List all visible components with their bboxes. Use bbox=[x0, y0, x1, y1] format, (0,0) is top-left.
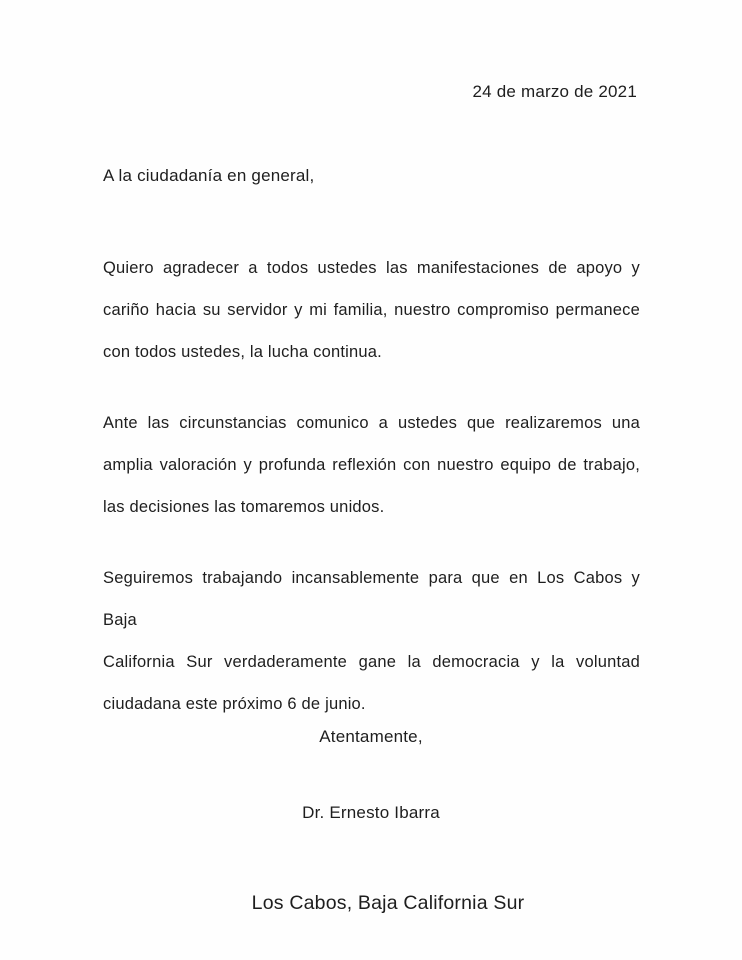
letter-paragraph bbox=[103, 402, 640, 528]
paragraph-line: las decisiones las tomaremos unidos. bbox=[103, 498, 385, 516]
paragraph-line: ciudadana este próximo 6 de junio. bbox=[103, 695, 366, 713]
letter-salutation: A la ciudadanía en general, bbox=[103, 166, 315, 185]
paragraph-line: Ante las circunstancias comunico a ustedes que realizaremos una bbox=[103, 414, 640, 432]
paragraph-line: Quiero agradecer a todos ustedes las manifestaciones de apoyo y bbox=[103, 259, 640, 277]
letter-body bbox=[103, 247, 640, 754]
letter-date: 24 de marzo de 2021 bbox=[472, 82, 637, 101]
letter-paragraph bbox=[103, 557, 640, 725]
paragraph-line: Seguiremos trabajando incansablemente para que en Los Cabos y Baja bbox=[103, 569, 640, 629]
letter-closing: Atentamente, bbox=[319, 727, 423, 746]
paragraph-line: cariño hacia su servidor y mi familia, nuestro compromiso permanece bbox=[103, 301, 640, 319]
paragraph-line: con todos ustedes, la lucha continua. bbox=[103, 343, 382, 361]
letter-signature: Dr. Ernesto Ibarra bbox=[302, 803, 440, 822]
paragraph-line: amplia valoración y profunda reflexión con nuestro equipo de trabajo, bbox=[103, 456, 640, 474]
letter-paragraph bbox=[103, 247, 640, 373]
letter-location: Los Cabos, Baja California Sur bbox=[251, 892, 525, 914]
paragraph-line: California Sur verdaderamente gane la democracia y la voluntad bbox=[103, 653, 640, 671]
